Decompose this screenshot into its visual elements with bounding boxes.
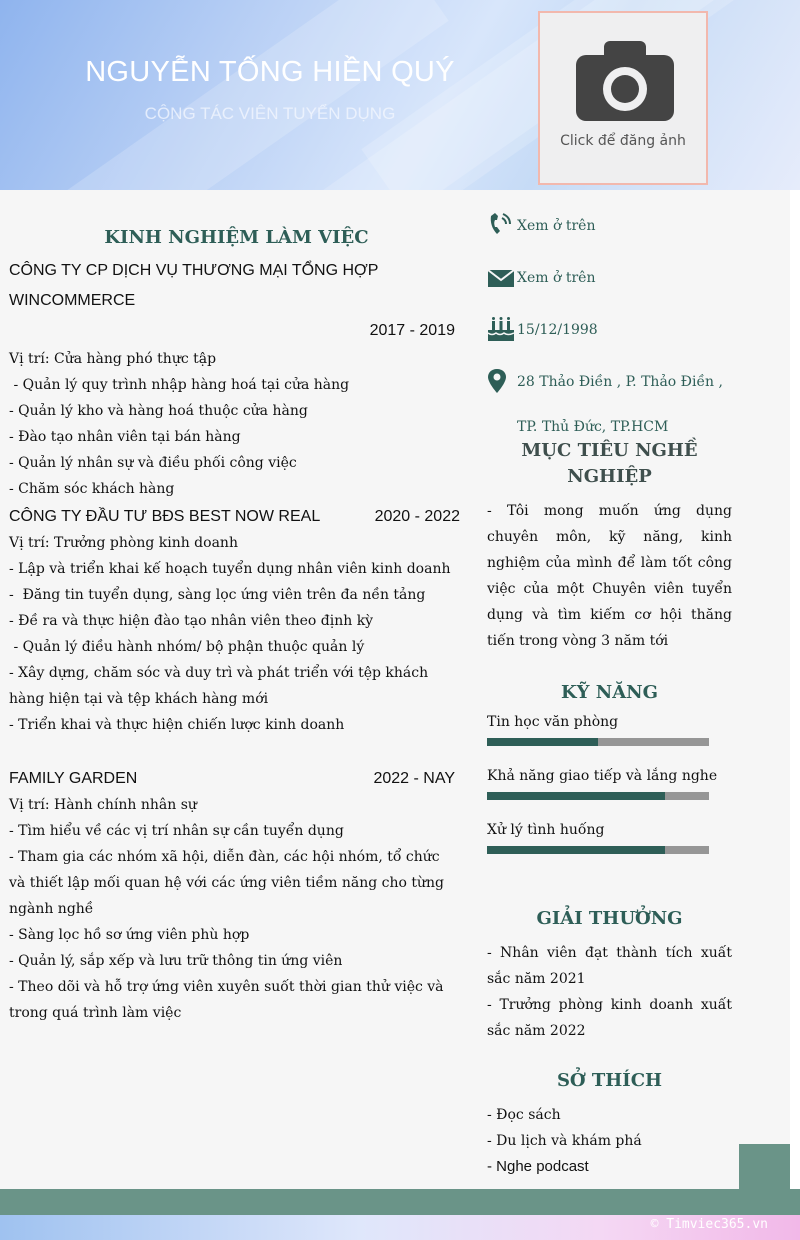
- contact-email-text: Xem ở trên: [517, 270, 596, 286]
- job-1: [9, 256, 464, 502]
- job-line: - Triển khai và thực hiện chiến lược kinh doanh: [9, 717, 345, 733]
- photo-caption: Click để đăng ảnh: [560, 133, 686, 149]
- section-title-experience: KINH NGHIỆM LÀM VIỆC: [104, 227, 369, 248]
- job-line: - Quản lý điều hành nhóm/ bộ phận thuộc quản lý: [9, 639, 365, 655]
- job-line: - Sàng lọc hồ sơ ứng viên phù hợp: [9, 927, 250, 943]
- job-line: - Quản lý, sắp xếp và lưu trữ thông tin ứng viên: [9, 953, 343, 969]
- job-line: Vị trí: Cửa hàng phó thực tập: [9, 351, 217, 367]
- skill-bar: [487, 738, 709, 746]
- experience-section: [9, 190, 464, 1026]
- skill-label: Tin học văn phòng: [487, 714, 619, 730]
- location-pin-icon: [487, 368, 515, 394]
- contact-phone-text: Xem ở trên: [517, 218, 596, 234]
- candidate-name: NGUYỄN TỐNG HIỀN QUÝ: [85, 56, 455, 88]
- job-period: 2022 - NAY: [373, 770, 455, 787]
- cake-icon: [487, 316, 515, 342]
- hobby-item: - Đọc sách: [487, 1107, 561, 1123]
- hobby-item: - Du lịch và khám phá: [487, 1133, 642, 1149]
- job-line: - Chăm sóc khách hàng: [9, 481, 175, 497]
- job-period: 2017 - 2019: [369, 322, 455, 339]
- footer-bar: [0, 1189, 800, 1215]
- job-period: 2020 - 2022: [374, 508, 460, 525]
- skill-item: [487, 708, 732, 762]
- job-line: - Đào tạo nhân viên tại bán hàng: [9, 429, 241, 445]
- job-line: - Theo dõi và hỗ trợ ứng viên xuyên suốt thời gian thử việc và trong quá trình làm việc: [9, 979, 444, 1021]
- skill-bar: [487, 792, 709, 800]
- hobbies-list: [487, 1102, 732, 1180]
- sidebar: [487, 190, 732, 1180]
- skill-item: [487, 816, 732, 870]
- job-company: WINCOMMERCE: [9, 292, 136, 309]
- job-line: - Lập và triển khai kế hoạch tuyển dụng nhân viên kinh doanh: [9, 561, 451, 577]
- job-line: - Quản lý kho và hàng hoá thuộc cửa hàng: [9, 403, 308, 419]
- skill-bar: [487, 846, 709, 854]
- skill-item: [487, 762, 732, 816]
- job-2: [9, 504, 464, 738]
- job-line: Vị trí: Trưởng phòng kinh doanh: [9, 535, 238, 551]
- job-company: CÔNG TY ĐẦU TƯ BĐS BEST NOW REAL: [9, 508, 321, 525]
- photo-upload[interactable]: [538, 11, 708, 185]
- contact-address: [487, 346, 732, 436]
- section-title-skills: KỸ NĂNG: [560, 682, 658, 703]
- skill-bar-fill: [487, 792, 665, 800]
- candidate-position: CỘNG TÁC VIÊN TUYỂN DỤNG: [144, 104, 396, 123]
- award-item: - Trưởng phòng kinh doanh xuất sắc năm 2022: [487, 997, 732, 1039]
- awards-list: [487, 940, 732, 1044]
- job-company: FAMILY GARDEN: [9, 770, 138, 787]
- job-line: - Đăng tin tuyển dụng, sàng lọc ứng viên trên đa nền tảng: [9, 587, 426, 603]
- contact-address-line1: 28 Thảo Điền , P. Thảo Điền ,: [517, 374, 723, 390]
- job-line: - Quản lý nhân sự và điều phối công việc: [9, 455, 297, 471]
- section-title-hobbies: SỞ THÍCH: [556, 1070, 663, 1091]
- job-line: - Xây dựng, chăm sóc và duy trì và phát triển với tệp khách hàng hiện tại và tệp khách hàng mới: [9, 665, 429, 707]
- skills-list: [487, 708, 732, 870]
- contact-phone: [487, 190, 732, 242]
- camera-icon: [570, 35, 680, 135]
- skill-bar-fill: [487, 738, 598, 746]
- hobby-item: - Nghe podcast: [487, 1158, 589, 1175]
- section-title-awards: GIẢI THƯỞNG: [536, 908, 683, 929]
- skill-label: Khả năng giao tiếp và lắng nghe: [487, 768, 718, 784]
- phone-icon: [487, 212, 515, 238]
- copyright: © Timviec365.vn: [650, 1217, 768, 1232]
- job-3: [9, 766, 464, 1026]
- job-line: - Đề ra và thực hiện đào tạo nhân viên theo định kỳ: [9, 613, 374, 629]
- skill-bar-fill: [487, 846, 665, 854]
- contact-birthday-text: 15/12/1998: [517, 322, 598, 338]
- contact-email: [487, 242, 732, 294]
- contact-birthday: [487, 294, 732, 346]
- envelope-icon: [487, 264, 515, 290]
- job-line: - Tham gia các nhóm xã hội, diễn đàn, các hội nhóm, tổ chức và thiết lập mối quan hệ với các ứng viên tiềm năng cho từng ngành nghề: [9, 849, 444, 917]
- objective-text: - Tôi mong muốn ứng dụng chuyên môn, kỹ năng, kinh nghiệm của mình để làm tốt công việc của một Chuyên viên tuyển dụng và tìm kiếm cơ hội thăng tiến trong vòng 3 năm tới: [487, 503, 732, 649]
- job-company: CÔNG TY CP DỊCH VỤ THƯƠNG MẠI TỔNG HỢP: [9, 262, 379, 279]
- skill-label: Xử lý tình huống: [487, 822, 605, 838]
- contact-address-line2: TP. Thủ Đức, TP.HCM: [517, 419, 669, 435]
- job-line: Vị trí: Hành chính nhân sự: [9, 797, 197, 813]
- job-line: - Tìm hiểu về các vị trí nhân sự cần tuyển dụng: [9, 823, 344, 839]
- section-title-objective: MỤC TIÊU NGHỀ NGHIỆP: [521, 440, 698, 487]
- award-item: - Nhân viên đạt thành tích xuất sắc năm 2021: [487, 945, 732, 987]
- job-line: - Quản lý quy trình nhập hàng hoá tại cửa hàng: [9, 377, 350, 393]
- footer-accent-box: [739, 1144, 790, 1190]
